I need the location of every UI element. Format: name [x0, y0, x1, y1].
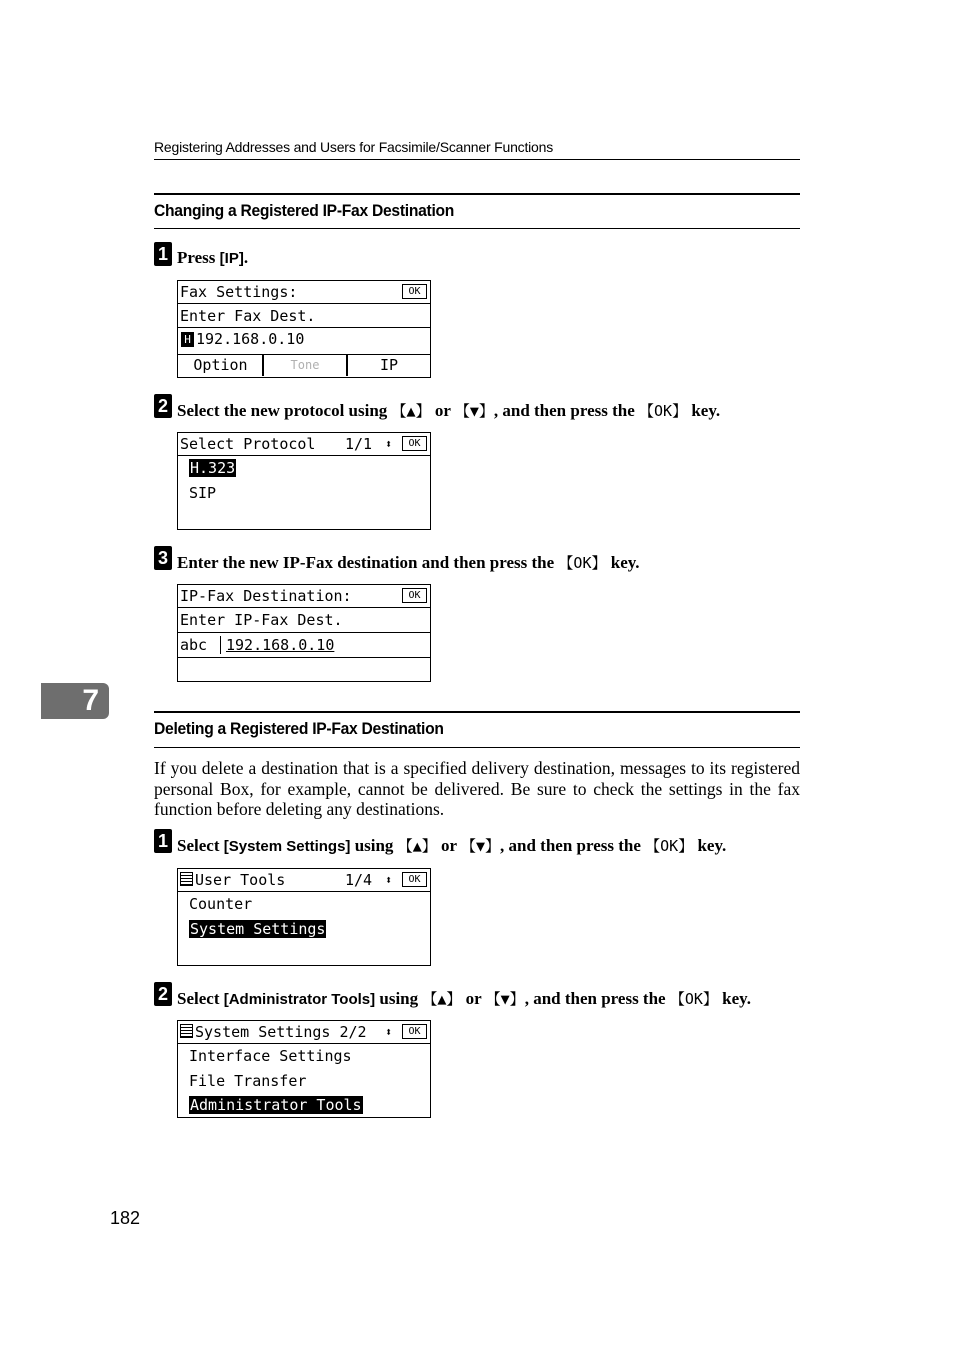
- menu-item-administrator-tools[interactable]: Administrator Tools: [190, 1096, 362, 1114]
- input-mode-label: abc: [180, 636, 208, 654]
- menu-item-system-settings[interactable]: System Settings: [190, 920, 326, 938]
- softkey-ip[interactable]: IP: [379, 356, 399, 374]
- menu-icon: [180, 1024, 193, 1038]
- lcd-fax-settings: [177, 280, 431, 378]
- down-key: 【▼】: [485, 990, 525, 1008]
- page-number: 182: [110, 1208, 141, 1228]
- up-down-icon: ⬍: [385, 437, 393, 451]
- lcd-user-tools: [177, 868, 431, 966]
- lcd-ip-fax-destination: [177, 584, 431, 682]
- lcd-title: Fax Settings: OK: [178, 281, 430, 304]
- lcd-prompt: Enter Fax Dest.: [178, 304, 430, 328]
- header-rule: [154, 159, 800, 160]
- menu-item-file-transfer[interactable]: File Transfer: [189, 1072, 307, 1090]
- h323-badge-icon: H: [181, 332, 194, 347]
- softkey-bar: [178, 354, 430, 377]
- step-instruction: Enter the new IP-Fax destination and then press the 【OK】 key.: [177, 553, 640, 572]
- step-instruction: Select [Administrator Tools] using 【▲】 or 【▼】, and then press the 【OK】 key.: [177, 989, 751, 1008]
- ok-key: 【OK】: [558, 554, 607, 572]
- down-key: 【▼】: [460, 837, 500, 855]
- lcd-title: IP-Fax Destination: OK: [178, 585, 430, 608]
- step-number: 1: [154, 829, 172, 853]
- ok-key: 【OK】: [669, 990, 718, 1008]
- menu-item-counter[interactable]: Counter: [189, 895, 253, 913]
- ok-key-icon: OK: [402, 588, 427, 603]
- softkey-option[interactable]: Option: [193, 356, 248, 374]
- step-number: 2: [154, 394, 172, 418]
- lcd-title: User Tools 1/4 ⬍ OK: [178, 869, 430, 892]
- ok-key-icon: OK: [402, 1024, 427, 1039]
- ok-key: 【OK】: [639, 402, 688, 420]
- lcd-select-protocol: [177, 432, 431, 530]
- mode-divider: [220, 636, 221, 654]
- ok-key: 【OK】: [645, 837, 694, 855]
- section-rule-top: [154, 193, 800, 195]
- up-key: 【▲】: [397, 837, 437, 855]
- up-down-icon: ⬍: [385, 873, 393, 887]
- step-number: 3: [154, 546, 172, 570]
- section-rule-bottom: [154, 228, 800, 229]
- lcd-entry-row: [178, 633, 430, 658]
- administrator-tools-button-label: [Administrator Tools]: [223, 991, 376, 1008]
- up-down-icon: ⬍: [385, 1025, 393, 1039]
- lcd-title: System Settings 2/2 ⬍ OK: [178, 1021, 430, 1044]
- menu-item-interface-settings[interactable]: Interface Settings: [189, 1047, 352, 1065]
- ok-key-icon: OK: [402, 436, 427, 451]
- ip-button-label: [IP]: [219, 250, 244, 267]
- lcd-title: Select Protocol 1/1 ⬍ OK: [178, 433, 430, 456]
- running-header: Registering Addresses and Users for Facsimile/Scanner Functions: [154, 139, 554, 155]
- section-rule-top: [154, 711, 800, 713]
- up-key: 【▲】: [422, 990, 462, 1008]
- section-title: Deleting a Registered IP-Fax Destination: [154, 719, 444, 738]
- menu-item-sip[interactable]: SIP: [189, 484, 217, 502]
- up-key: 【▲】: [391, 402, 431, 420]
- page-indicator: 1/4: [345, 871, 373, 889]
- step-number: 1: [154, 242, 172, 266]
- step-instruction: Press [IP].: [177, 248, 249, 267]
- system-settings-button-label: [System Settings]: [223, 838, 351, 855]
- ok-key-icon: OK: [402, 284, 427, 299]
- lcd-prompt: Enter IP-Fax Dest.: [178, 608, 430, 633]
- down-key: 【▼】: [454, 402, 494, 420]
- step-instruction: Select [System Settings] using 【▲】 or 【▼】, and then press the 【OK】 key.: [177, 836, 727, 855]
- page-indicator: 1/1: [345, 435, 373, 453]
- step-number: 2: [154, 982, 172, 1006]
- body-paragraph: If you delete a destination that is a specified delivery destination, messages to its registered personal Box, for example, cannot be delivered. Be sure to check the settings in the fax function before deleting any destinations.: [154, 758, 800, 819]
- section-title: Changing a Registered IP-Fax Destination: [154, 201, 455, 220]
- destination-input[interactable]: 192.168.0.10: [226, 636, 335, 654]
- ok-key-icon: OK: [402, 872, 427, 887]
- menu-icon: [180, 872, 193, 886]
- step-instruction: Select the new protocol using 【▲】 or 【▼】, and then press the 【OK】 key.: [177, 401, 721, 420]
- lcd-destination: H 192.168.0.10: [178, 328, 430, 352]
- chapter-tab: 7: [41, 683, 109, 719]
- menu-item-h323[interactable]: H.323: [190, 459, 236, 477]
- softkey-tone: Tone: [262, 355, 348, 376]
- section-rule-bottom: [154, 747, 800, 748]
- lcd-system-settings: [177, 1020, 431, 1118]
